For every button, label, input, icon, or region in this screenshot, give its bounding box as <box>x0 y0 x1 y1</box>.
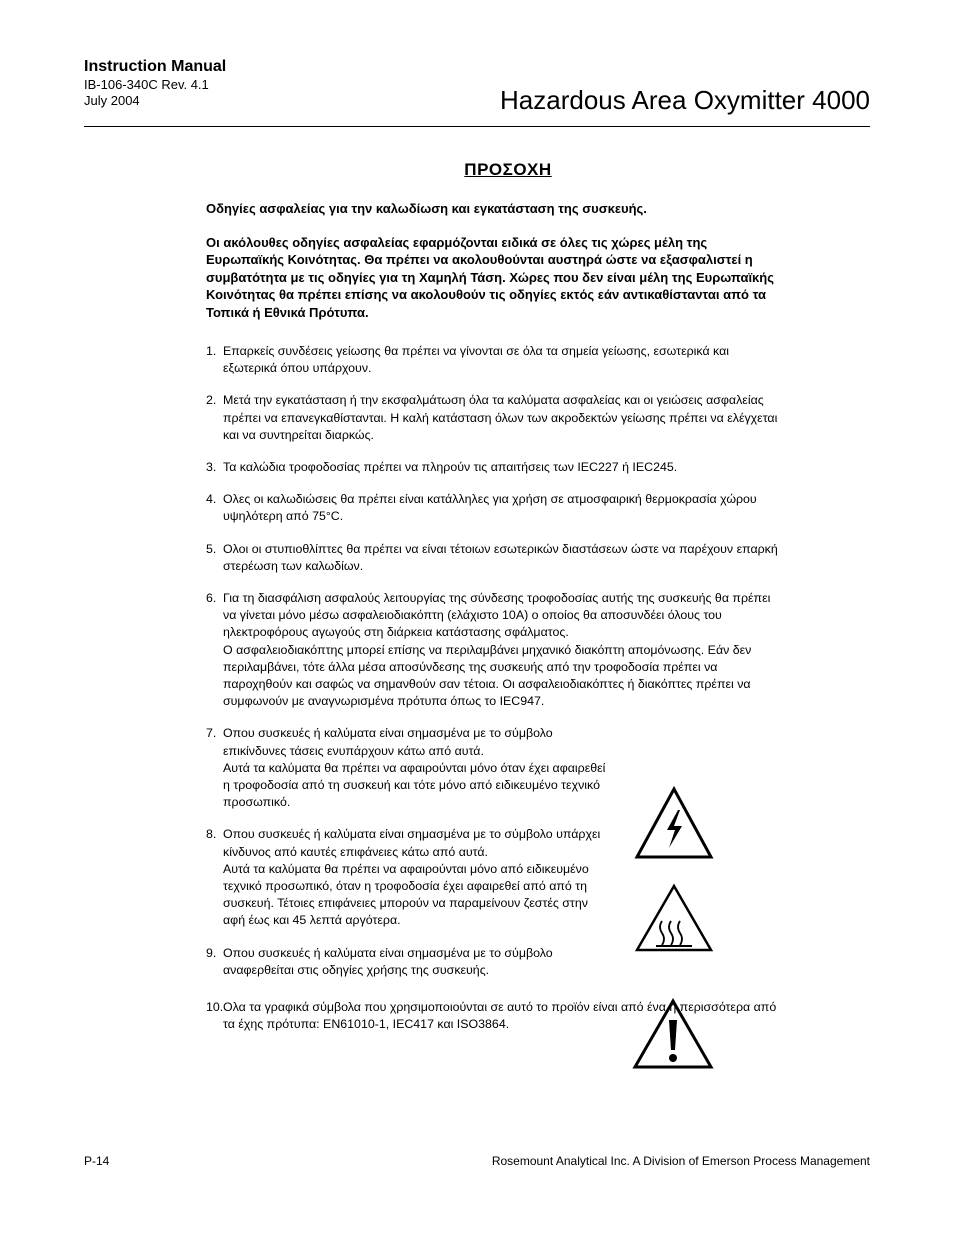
manual-label: Instruction Manual <box>84 58 227 75</box>
caution-intro-2: Οι ακόλουθες οδηγίες ασφαλείας εφαρμόζονται ειδικά σε όλες τις χώρες μέλη της Ευρωπαϊκής Κοινότητας. Θα πρέπει να ακολουθούνται αυστηρά ώστε να εξασφαλιστεί η συμβατότητα με τις οδηγίες για τη Χαμηλή Τάση. Χώρες που δεν είναι μέλη της Ευρωπαϊκής Κοινότητας θα πρέπει επίσης να ακολουθούν τις οδηγίες εκτός εάν αντικαθίστανται από τα Τοπικά ή Εθνικά Πρότυπα. <box>206 234 775 320</box>
header-left <box>84 57 226 109</box>
item-number: 2. <box>206 393 217 408</box>
list-item <box>206 491 780 525</box>
list-item <box>206 343 780 377</box>
item-text: Για τη διασφάλιση ασφαλούς λειτουργίας της σύνδεσης τροφοδοσίας αυτής της συσκευής θα πρέπει να γίνεται μόνο μέσω ασφαλειοδιακόπτη (ελάχιστο 10Α) ο οποίος θα αποσυνδέει όλους του ηλεκτροφόρους αγωγούς στη διάρκεια κατάστασης σφάλματος. <box>223 591 771 640</box>
hot-surface-icon <box>634 883 714 953</box>
item-number: 3. <box>206 460 217 475</box>
item-number: 8. <box>206 827 217 842</box>
item-number: 5. <box>206 541 217 556</box>
item-text-continued: Αυτά τα καλύματα θα πρέπει να αφαιρούνται μόνο από ειδικευμένο τεχνικό προσωπικό, όταν η τροφοδοσία έχει αφαιρεθεί από από τη συσκευή. Τέτοιες επιφάνειες μπορούν να παραμείνουν ζεστές στην αφή έως και 45 λεπτά αργότερα. <box>223 861 589 928</box>
page-number: P-14 <box>84 1154 110 1168</box>
item-number: 10. <box>206 1000 224 1015</box>
item-text: Ολοι οι στυπιοθλίπτες θα πρέπει να είναι τέτοιων εσωτερικών διαστάσεων ώστε να παρέχουν επαρκή στερέωση των καλωδίων. <box>223 541 778 573</box>
caution-intro-1: Οδηγίες ασφαλείας για την καλωδίωση και εγκατάσταση της συσκευής. <box>206 201 647 216</box>
list-item <box>206 590 780 710</box>
item-text-continued: Ο ασφαλειοδιακόπτης μπορεί επίσης να περιλαμβάνει μηχανικό διακόπτη απομόνωσης. Εάν δεν περιλαμβάνει, τότε άλλα μέσα αποσύνδεσης της συσκευής από την τροφοδοσία πρέπει να παροχηθούν και σαφώς να σημανθούν σαν τέτοια. Οι ασφαλειοδιακόπτες ή διακόπτες πρέπει να συμφωνούν με αναγνωρισμένα πρότυπα όπως το IEC947. <box>223 642 752 709</box>
item-text: Επαρκείς συνδέσεις γείωσης θα πρέπει να γίνονται σε όλα τα σημεία γείωσης, εσωτερικά και εξωτερικά όπου υπάρχουν. <box>223 344 730 376</box>
item-text: Τα καλώδια τροφοδοσίας πρέπει να πληρούν τις απαιτήσεις των IEC227 ή IEC245. <box>223 460 678 475</box>
item-number: 1. <box>206 344 217 358</box>
item-text-continued: Αυτά τα καλύματα θα πρέπει να αφαιρούνται μόνο όταν έχει αφαιρεθεί η τροφοδοσία από τη συσκευή και τότε μόνο από ειδικευμένο τεχνικό προσωπικό. <box>223 760 606 810</box>
item-text: Ολα τα γραφικά σύμβολα που χρησιμοποιούνται σε αυτό το προϊόν είναι από ένα ή περισσότερα από τα έχης πρότυπα: EN61010-1, IEC417 και ISO3864. <box>223 1000 777 1032</box>
item-text: Οπου συσκευές ή καλύματα είναι σημασμένα με το σύμβολο υπάρχει κίνδυνος από καυτές επιφάνειες κάτω από αυτά. <box>223 827 601 859</box>
product-title: Hazardous Area Oxymitter 4000 <box>500 85 870 115</box>
item-number: 7. <box>206 726 217 741</box>
footer-company: Rosemount Analytical Inc. A Division of Emerson Process Management <box>491 1154 870 1168</box>
list-item <box>206 459 780 476</box>
item-number: 9. <box>206 945 217 960</box>
item-number: 6. <box>206 591 217 606</box>
list-item <box>206 541 780 575</box>
item-text: Ολες οι καλωδιώσεις θα πρέπει είναι κατάλληλες για χρήση σε ατμοσφαιρική θερμοκρασία χώρου υψηλότερη από 75°C. <box>223 492 757 524</box>
item-text: Οπου συσκευές ή καλύματα είναι σημασμένα με το σύμβολο αναφερθείται στις οδηγίες χρήσης της συσκευής. <box>223 945 553 977</box>
general-caution-icon <box>632 998 714 1070</box>
doc-number: IB-106-340C Rev. 4.1 <box>84 77 209 92</box>
item-number: 4. <box>206 492 217 507</box>
header-divider <box>84 126 870 127</box>
list-item <box>206 392 780 444</box>
item-text: Μετά την εγκατάσταση ή την εκσφαλμάτωση όλα τα καλύματα ασφαλείας και οι γειώσεις ασφαλείας πρέπει να επανεγκαθίστανται. Η καλή κατάσταση όλων των ακροδεκτών γείωσης πρέπει να ελέγχεται και να συντηρείται διαρκώς. <box>223 393 778 442</box>
high-voltage-icon <box>634 786 714 860</box>
item-text: Οπου συσκευές ή καλύματα είναι σημασμένα με το σύμβολο επικίνδυνες τάσεις ενυπάρχουν κάτω από αυτά. <box>223 726 553 758</box>
caution-title: ΠΡΟΣΟΧΗ <box>464 160 552 179</box>
doc-date: July 2004 <box>84 93 140 108</box>
